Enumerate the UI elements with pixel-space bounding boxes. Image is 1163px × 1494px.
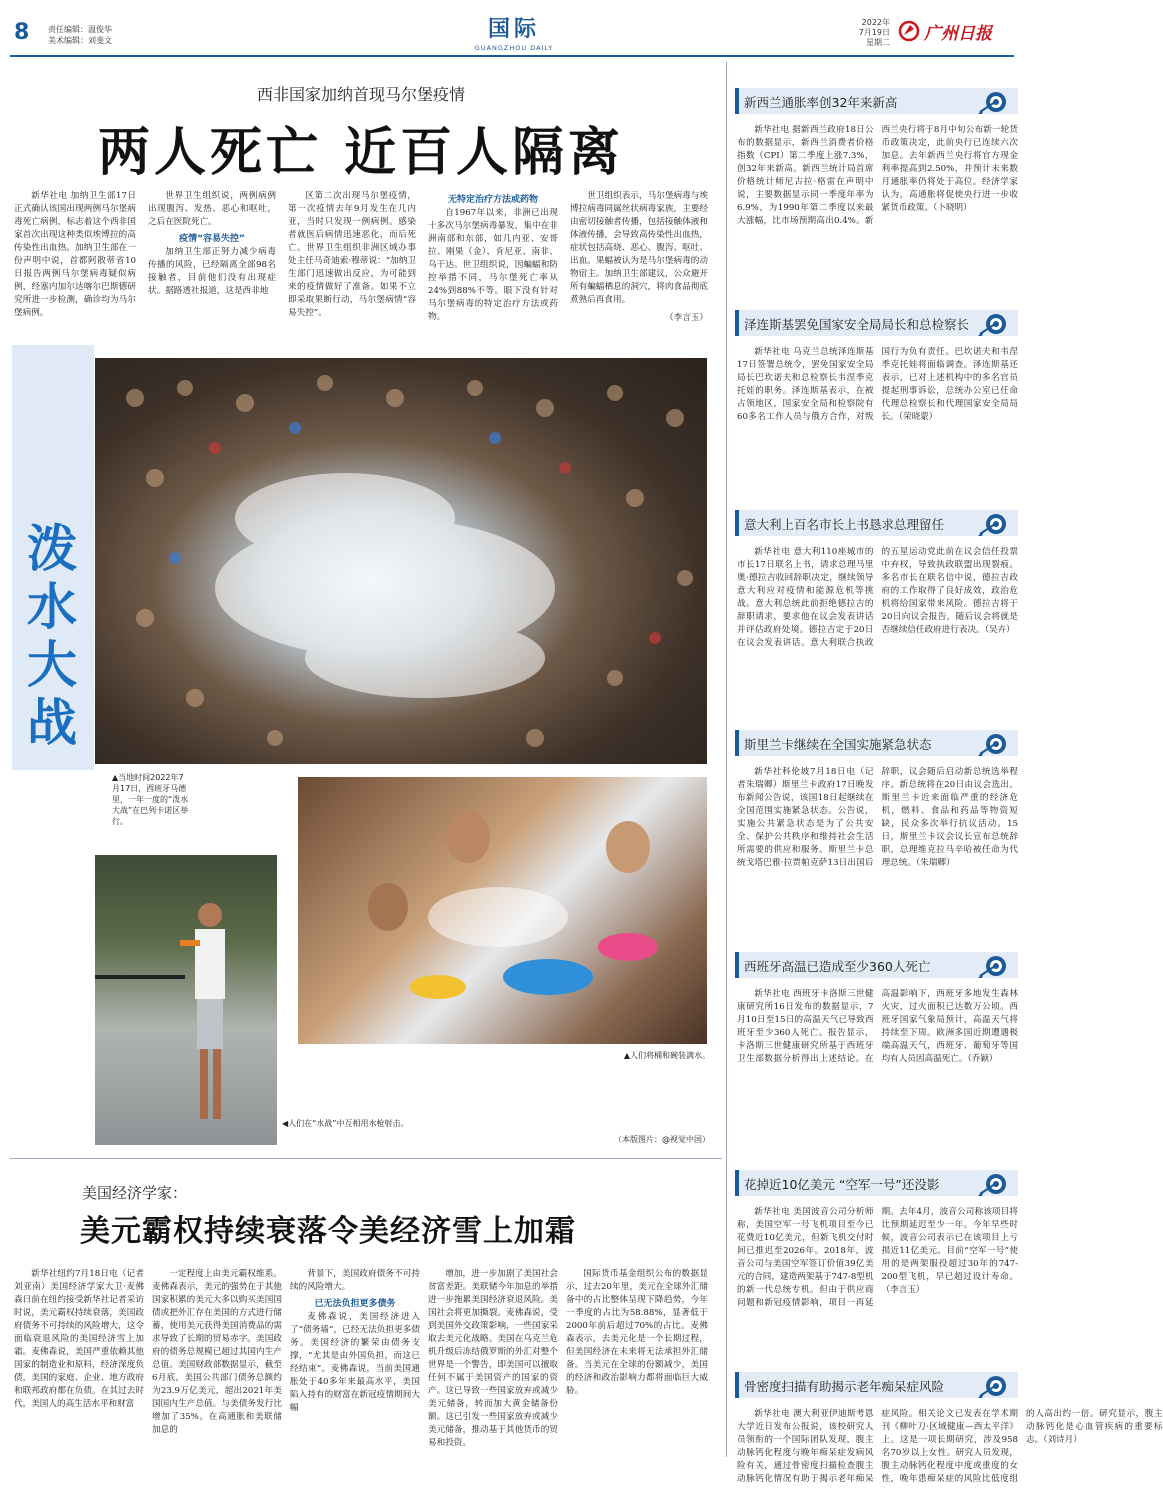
econ-kicker: 美国经济学家： [82, 1184, 188, 1202]
photo-buckets-of-water [298, 777, 707, 1044]
sidebar-item-body: 新华社电 澳大利亚伊迪斯考恩大学近日发布公报说，该校研究人员领衔的一个国际团队发现，腹主动脉钙化程度与晚年痴呆症发病风险有关，通过骨密度扫描检查腹主动脉钙化情况有助于揭示老年痴呆症风险。相关论文已发表在学术期刊《柳叶刀·区域健康—西太平洋》上。这是一项长期研究，涉及958名70岁以上女性。研究人员发现，腹主动脉钙化程度中度或重度的女性，晚年患痴呆症的风险比低度组的人高出约一倍。研究显示，腹主动脉钙化是心血管疾病的重要标志。（刘诗月） [737, 1409, 1163, 1484]
bullseye-arrow-icon [976, 310, 1010, 336]
sidebar-item-title: 骨密度扫描有助揭示老年痴呆症风险 [744, 1379, 945, 1394]
sidebar-item-body: 新华社电 美国波音公司分析师称，美国空军一号飞机项目至今已花费近10亿美元，但新飞机交付时间已推迟至2026年。2018年，波音公司与美国空军签订价值39亿美元的合同，建造两架基于747-8型机的新一代总统专机。但由于供应商问题和新冠疫情影响，项目一再延期。去年4月，波音公司称该项目将比预期延迟至少一年。今年早些时候，波音公司表示已在该项目上亏损近11亿美元。目前“空军一号”使用的是两架服役超过30年的747-200型飞机，早已超过设计寿命。（李言玉） [737, 1207, 1018, 1308]
date-block [846, 18, 890, 48]
sidebar-item-title: 花掉近10亿美元 “空军一号”还没影 [744, 1177, 940, 1192]
sidebar-item-title: 意大利上百名市长上书恳求总理留任 [744, 517, 945, 532]
date-weekday: 星期二 [866, 38, 890, 47]
lead-column-5 [570, 190, 708, 338]
lead-subhead-2: 无特定治疗方法或药物 [447, 195, 538, 205]
lead-column-2 [148, 190, 276, 338]
econ-column-3-text: 背景下，美国政府债务不可持续的风险增大。 [290, 1269, 420, 1292]
photo-credit: （本版图片：@视觉中国） [614, 1135, 710, 1144]
econ-headline: 美元霸权持续衰落令美经济雪上加霜 [80, 1214, 576, 1249]
sidebar-item-body: 新华社科伦坡7月18日电（记者朱瑞卿）斯里兰卡政府17日晚发布新闻公告说，该国18日起继续在全国范围实施紧急状态。公告说，实施公共紧急状态是为了公共安全、保护公共秩序和维持社会生活所需要的供应和服务。斯里兰卡总统戈塔巴雅·拉贾帕克萨13日出国后辞职，议会随后启动新总统选举程序。新总统将在20日由议会选出。斯里兰卡近来面临严重的经济危机，燃料、食品和药品等物资短缺，民众多次举行抗议活动。15日，斯里兰卡议会议长宣布总统辞职，总理维克拉马辛哈被任命为代理总统。（朱瑞卿） [737, 767, 1018, 868]
art-editor-line: 美术编辑：刘斐文 [48, 36, 112, 45]
lead-kicker: 西非国家加纳首现马尔堡疫情 [256, 85, 465, 104]
header-rule [10, 55, 1014, 57]
econ-rule [10, 1158, 722, 1159]
bullseye-arrow-icon [976, 952, 1010, 978]
lead-column-5-text: 世卫组织表示，马尔堡病毒与埃博拉病毒同属丝状病毒家族，主要经由密切接触者传播，包括接触体液和体液传播，会导致高传染性出血热，症状包括高烧、恶心、腹泻、呕吐、出血。果蝠被认为是马尔堡病毒的动物宿主。加纳卫生部建议，公众避开所有蝙蝠栖息的洞穴，将肉食品彻底煮熟后再食用。 [570, 191, 708, 305]
lead-column-2-text-b: 加纳卫生部正努力减少病毒传播的风险，已经隔离全部98名接触者，目前他们没有出现症状。据路透社报道，这是西非地 [148, 247, 276, 296]
sidebar-item-body: 新华社电 据新西兰政府18日公布的数据显示，新西兰消费者价格指数（CPI）第二季度上涨7.3%，创32年来新高。新西兰统计局首席价格统计师尼古拉·格雷在声明中说，主要数据显示同一季度年率为6.9%，为1990年第二季度以来最大涨幅，比市场预期高出0.4%。新西兰央行将于8月中旬公布新一轮货币政策决定，此前央行已连续六次加息。去年新西兰央行将官方现金利率提高到2.50%，并预计未来数月通胀率仍将处于高位。经济学家认为，高通胀将促使央行进一步收紧货币政策。（卜晓明） [737, 125, 1018, 226]
photo-man-figure [95, 855, 277, 1145]
masthead-emblem-icon [898, 20, 920, 42]
sidebar-item-title: 泽连斯基罢免国家安全局局长和总检察长 [744, 317, 970, 332]
econ-column-4: 增加，进一步加剧了美国社会贫富差距。美联储今年加息的举措进一步拖累美国经济衰退风险。美国社会将更加撕裂。麦佛森说，受到美国外交政策影响，一些国家采取去美元化战略。美国在乌克兰危机升级后冻结俄罗斯的外汇对整个世界是一个警告，即美国可以擅取任何不属于美国资产的国家的资产。这已导致一些国家放弃或减少美元储备，转而加大黄金储备份额。这已引发一些国家放弃或减少美元储备，推动基于其他货币的贸易和投资。 [428, 1269, 558, 1448]
sidebar-item-title: 斯里兰卡继续在全国实施紧急状态 [744, 737, 932, 752]
sidebar-item-body: 新华社电 西班牙卡洛斯三世健康研究所16日发布的数据显示，7月10日至15日的高温天气已导致西班牙至少360人死亡。报告显示，卡洛斯三世健康研究所基于西班牙卫生部数据分析得出上述结论。在高温影响下，西班牙多地发生森林火灾，过火面积已达数万公顷。西班牙国家气象局预计，高温天气将持续至下周。欧洲多国近期遭遇极端高温天气，西班牙、葡萄牙等国均有人员因高温死亡。（乔颖） [737, 989, 1018, 1064]
lead-column-4 [428, 190, 558, 338]
bullseye-arrow-icon [976, 1372, 1010, 1398]
bullseye-arrow-icon [976, 88, 1010, 114]
lead-column-3: 区第二次出现马尔堡疫情，第一次疫情去年9月发生在几内亚，当时只发现一例病例。感染者就医后病情迅速恶化，而后死亡。世界卫生组织非洲区域办事处主任马奇迪索·穆蒂说：“加纳卫生部门迅速做出反应，为可能到来的疫情做好了准备。如果不立即采取果断行动，马尔堡病情“容易失控”。 [288, 191, 416, 318]
econ-column-5: 国际货币基金组织公布的数据显示，过去20年里，美元在全球外汇储备中的占比整体呈现下降趋势，今年一季度的占比为58.88%，显著低于2000年前后超过70%的占比。麦佛森表示，去美元化是一个长期过程，但美国经济在未来将无法承担外汇储备。当美元在全球的份额减少，美国的经济和政治影响力都将面临巨大威胁。 [566, 1269, 708, 1396]
sidebar-item-title: 西班牙高温已造成至少360人死亡 [744, 959, 931, 974]
lead-headline: 两人死亡 近百人隔离 [97, 122, 625, 183]
bullseye-arrow-icon [976, 510, 1010, 536]
sidebar-item-title: 新西兰通胀率创32年来新高 [744, 95, 898, 110]
lead-column-1: 新华社电 加纳卫生部17日正式确认该国出现两例马尔堡病毒死亡病例，标志着这个西非国家首次出现这种类似埃博拉的高传染性出血热。加纳卫生部在一份声明中说，首都阿散蒂省10日报告两例马尔堡病毒疑似病例，经塞内加尔达喀尔巴斯德研究所进一步检测，确诊均为马尔堡病例。 [14, 191, 136, 318]
section-title: 国际 [487, 17, 540, 42]
lead-column-4-text: 自1967年以来，非洲已出现十多次马尔堡病毒暴发，集中在非洲南部和东部，如几内亚、安哥拉、刚果（金）、肯尼亚、南非、乌干达。世卫组织说，因蝙蝠和防控举措不同，马尔堡死亡率从24%到88%不等。眼下没有针对马尔堡病毒的特定治疗方法或药物。 [428, 208, 558, 322]
page-number: 8 [14, 20, 30, 45]
econ-column-1: 新华社纽约7月18日电（记者刘亚南）美国经济学家大卫·麦佛森日前在纽约接受新华社记者采访时说，美元霸权持续衰落，美国政府债务不可持续的风险增大，这令面临衰退风险的美国经济雪上加霜。麦佛森说，美国严重依赖其他国家的制造业和原料，经济深度负债，美国的家庭、企业、地方政府和联邦政府都在负债。在其过去时代，美国人的高生活水平和财富 [14, 1269, 144, 1409]
caption-buckets: ▲人们将桶和碗装满水。 [623, 1051, 710, 1060]
bullseye-arrow-icon [976, 1170, 1010, 1196]
sidebar-divider [726, 62, 727, 1457]
photo-buckets-detail [298, 777, 707, 1044]
econ-subhead: 已无法负担更多债务 [314, 1299, 396, 1309]
masthead-logo [898, 18, 1014, 44]
bullseye-arrow-icon [976, 730, 1010, 756]
editor-line: 责任编辑：温俊华 [48, 25, 112, 34]
econ-column-3 [290, 1268, 420, 1458]
lead-byline: （李言玉） [665, 313, 708, 323]
photo-water-fight-crowd [95, 358, 707, 764]
lead-column-2-text: 世界卫生组织说，两例病例出现腹泻、发热、恶心和呕吐，之后在医院死亡。 [148, 191, 276, 227]
feature-vertical-title: 泼水大战 [27, 520, 77, 752]
caption-water-gun: ◀人们在“水战”中互相用水枪射击。 [282, 1119, 409, 1128]
photo-crowd-detail [95, 358, 707, 764]
sidebar-item-body: 新华社电 乌克兰总统泽连斯基17日签署总统令，罢免国家安全局局长巴坎诺夫和总检察长韦涅季克托娃的职务。泽连斯基表示，在被占领地区，国家安全局和检察院有60多名工作人员与俄方合作，对叛国行为负有责任。巴坎诺夫和韦涅季克托娃将面临调查。泽连斯基还表示，已对上述机构中的多名官员提起刑事诉讼，总统办公室已任命代理总检察长和代理国家安全局局长。（荣晓蒙） [737, 347, 1018, 422]
econ-column-3-text-b: 麦佛森说，美国经济进入了“债务墙”，已经无法负担更多债务。美国经济的繁荣由债务支撑，“尤其是由外国负担，而这已经结束”。麦佛森说，当前美国通胀处于40多年来最高水平，美国陷入持有的财富在新冠疫情期间大幅 [290, 1312, 420, 1413]
sidebar-item-body: 新华社电 意大利110座城市的市长17日联名上书，请求总理马里奥·德拉吉收回辞职决定，继续领导意大利应对疫情和能源危机等挑战。意大利总统此前拒绝德拉吉的辞职请求，要求他在议会发表讲话并评估政府处境。德拉吉定于20日在议会发表讲话。意大利联合执政的五星运动党此前在议会信任投票中弃权，导致执政联盟出现裂痕。多名市长在联名信中说，德拉吉政府的工作取得了良好成效，政治危机将给国家带来风险。德拉吉将于20日向议会报告，随后议会将就是否继续信任政府进行表决。（吴卉） [737, 547, 1018, 648]
photo-water-gun-man [95, 855, 277, 1145]
econ-column-2: 一定程度上由美元霸权维系。麦佛森表示，美元的强势在于其他国家积累的美元大多以购买美国国债或把外汇存在美国的方式进行储蓄，使用美元获得美国消费品的需求导致了长期的贸易赤字。美国政府的债务总规模已超过其国内生产总值。美国财政部数据显示，截至6月底，美国公共部门债务总额约为23.9万亿美元，超出2021年美国国内生产总值。与美债务发行比增加了35%。在高通胀和美联储加息的 [152, 1269, 282, 1435]
date-day: 7月19日 [858, 28, 890, 37]
editor-credits [48, 24, 112, 46]
lead-subhead-1: 疫情“容易失控” [179, 234, 245, 244]
section-subtitle: GUANGZHOU DAILY [474, 44, 554, 52]
date-year: 2022年 [861, 18, 890, 27]
caption-main-photo: ▲当地时间2022年7月17日，西班牙马德里，一年一度的“泼水大战”在巴列卡诺区举行。 [112, 773, 189, 826]
masthead-name: 广州日报 [924, 23, 992, 44]
